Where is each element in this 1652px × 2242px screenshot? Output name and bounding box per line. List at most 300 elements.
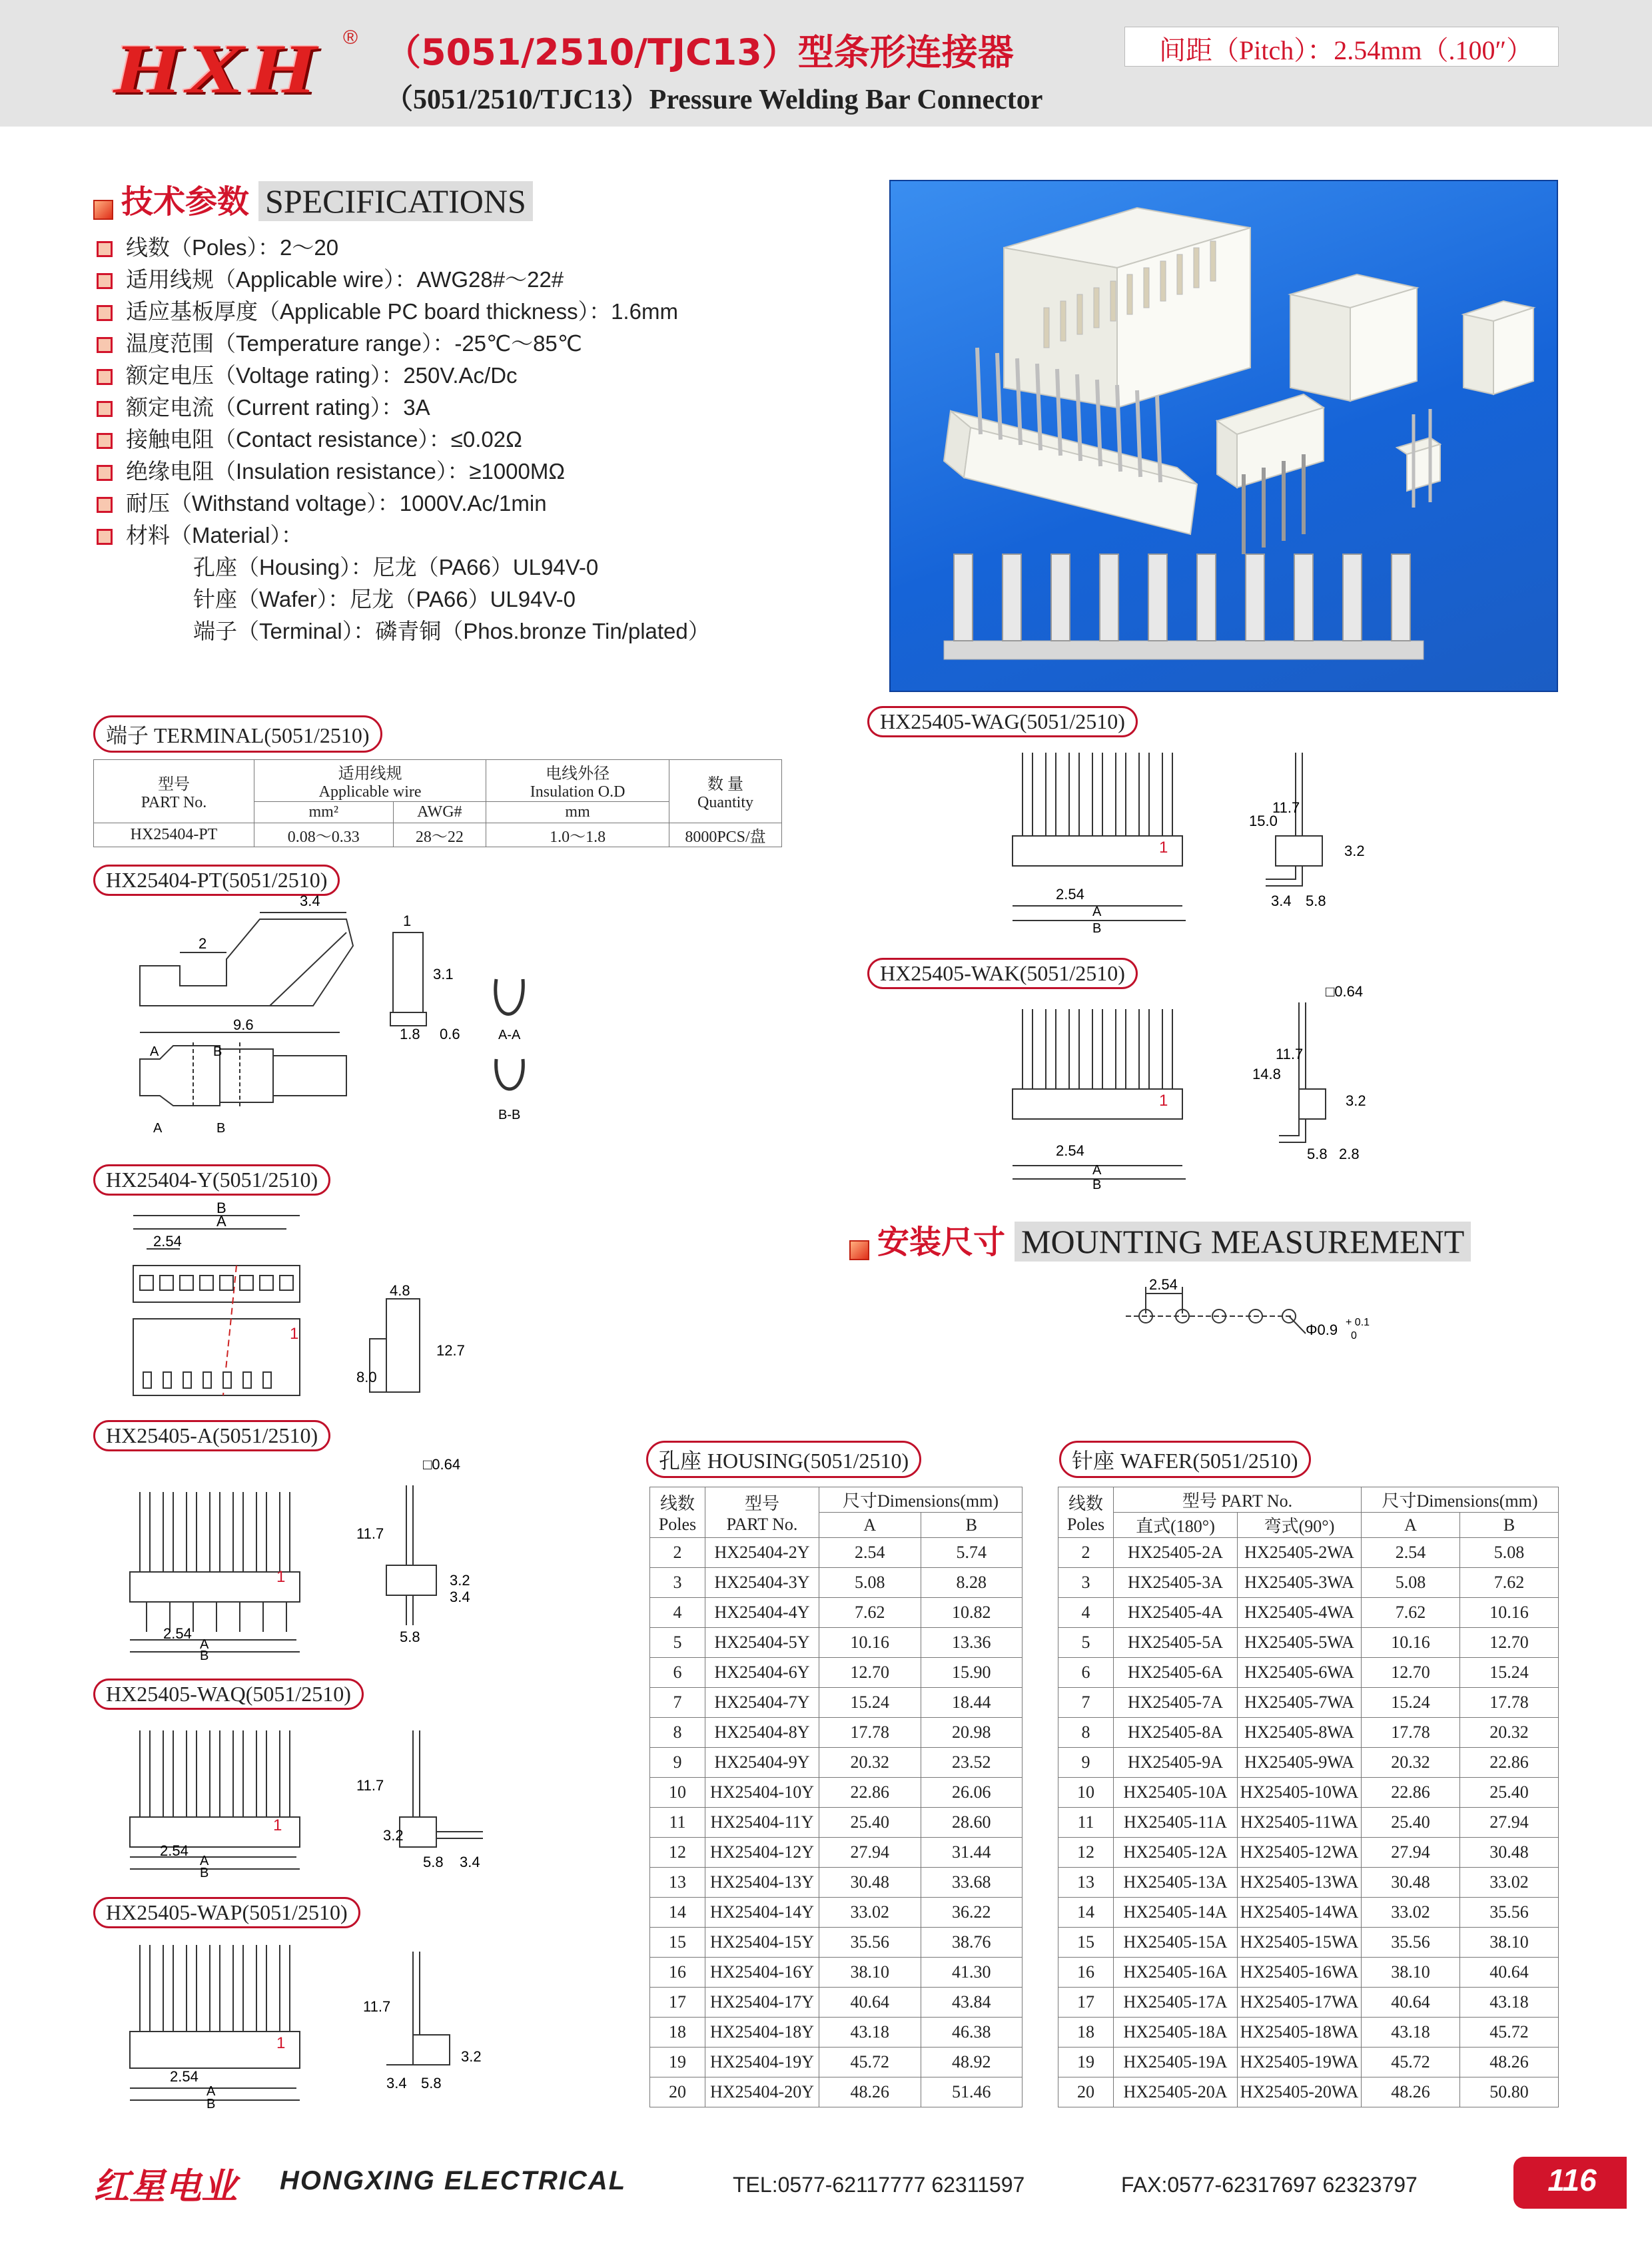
svg-text:□0.64: □0.64: [1326, 983, 1364, 1000]
table-cell: HX25405-17A: [1114, 1988, 1238, 2018]
svg-text:5.8: 5.8: [1306, 893, 1326, 909]
waq-label: HX25405-WAQ(5051/2510): [93, 1679, 364, 1710]
svg-text:1: 1: [1159, 839, 1168, 857]
svg-text:9.6: 9.6: [233, 1016, 254, 1033]
table-cell: 17.78: [819, 1718, 921, 1748]
telephone: TEL:0577-62117777 62311597: [733, 2173, 1025, 2197]
specifications-title-cn: 技术参数: [121, 183, 250, 220]
table-cell: 8: [650, 1718, 705, 1748]
product-photo: [889, 180, 1558, 692]
table-row: [650, 1718, 1023, 1748]
table-cell: HX25405-2WA: [1238, 1538, 1362, 1568]
svg-text:12.7: 12.7: [436, 1342, 465, 1359]
table-cell: 16: [1058, 1958, 1114, 1988]
bullet-icon: [97, 369, 113, 385]
table-cell: HX25404-16Y: [705, 1958, 819, 1988]
table-cell: 22.86: [819, 1778, 921, 1808]
table-cell: 19: [1058, 2048, 1114, 2077]
table-cell: HX25404-3Y: [705, 1568, 819, 1598]
y-label: HX25404-Y(5051/2510): [93, 1164, 330, 1196]
table-cell: 18.44: [921, 1688, 1023, 1718]
table-row: [1058, 1988, 1559, 2018]
table-cell: 5: [1058, 1628, 1114, 1658]
table-cell: HX25405-19WA: [1238, 2048, 1362, 2077]
table-cell: HX25404-15Y: [705, 1928, 819, 1958]
table-cell: 6: [650, 1658, 705, 1688]
table-row: [1058, 1718, 1559, 1748]
fax: FAX:0577-62317697 62323797: [1121, 2173, 1418, 2197]
table-cell: 30.48: [1460, 1838, 1559, 1868]
svg-text:2.8: 2.8: [1339, 1146, 1360, 1162]
table-cell: 51.46: [921, 2077, 1023, 2107]
connector-illustration: [891, 181, 1557, 691]
svg-text:1.8: 1.8: [400, 1026, 420, 1042]
terminal-label: 端子 TERMINAL(5051/2510): [93, 715, 382, 753]
specifications-heading: [93, 176, 533, 222]
table-cell: HX25405-15WA: [1238, 1928, 1362, 1958]
table-cell: HX25405-20A: [1114, 2077, 1238, 2107]
spec-item: 温度范围（Temperature range）：-25℃～85℃: [97, 326, 582, 358]
table-cell: 15.90: [921, 1658, 1023, 1688]
table-row: [650, 1928, 1023, 1958]
table-cell: 33.02: [819, 1898, 921, 1928]
svg-text:1: 1: [276, 2034, 286, 2052]
terminal-table: 型号 PART No. 适用线规 Applicable wire 电线外径 Insulation O.D 数 量 Quantity mm² AWG# mm HX25404-PT 0.08～0.33 28～22 1.0～1.8 8000PCS/盘: [93, 759, 782, 847]
svg-text:1: 1: [1159, 1092, 1168, 1110]
table-cell: HX25404-12Y: [705, 1838, 819, 1868]
table-cell: 48.26: [1460, 2048, 1559, 2077]
table-cell: HX25404-2Y: [705, 1538, 819, 1568]
table-cell: 5.08: [1362, 1568, 1460, 1598]
svg-text:B: B: [213, 1044, 222, 1059]
table-row: [1058, 1658, 1559, 1688]
table-cell: HX25405-14A: [1114, 1898, 1238, 1928]
spec-item: 线数（Poles）：2～20: [97, 230, 338, 262]
table-cell: 20: [650, 2077, 705, 2107]
wafer-label: 针座 WAFER(5051/2510): [1059, 1441, 1311, 1478]
table-cell: 16: [650, 1958, 705, 1988]
svg-text:3.2: 3.2: [450, 1572, 470, 1589]
svg-text:11.7: 11.7: [1272, 799, 1300, 816]
table-row: [1058, 1568, 1559, 1598]
table-cell: HX25405-14WA: [1238, 1898, 1362, 1928]
table-cell: HX25405-15A: [1114, 1928, 1238, 1958]
table-cell: 15: [650, 1928, 705, 1958]
material-wafer: 针座（Wafer）：尼龙（PA66）UL94V-0: [193, 587, 576, 611]
table-cell: 7.62: [1362, 1598, 1460, 1628]
table-cell: 18: [1058, 2018, 1114, 2048]
table-cell: HX25404-10Y: [705, 1778, 819, 1808]
spec-item: 适应基板厚度（Applicable PC board thickness）：1.6mm: [97, 294, 678, 326]
table-cell: 15.24: [1460, 1658, 1559, 1688]
bullet-icon: [97, 273, 113, 289]
a-drawing: [120, 1456, 480, 1663]
table-row: [650, 1688, 1023, 1718]
table-cell: 7.62: [819, 1598, 921, 1628]
table-cell: HX25404-8Y: [705, 1718, 819, 1748]
table-cell: 48.26: [819, 2077, 921, 2107]
table-cell: HX25404-19Y: [705, 2048, 819, 2077]
svg-text:11.7: 11.7: [356, 1525, 384, 1542]
table-cell: HX25404-4Y: [705, 1598, 819, 1628]
table-cell: 20.32: [1460, 1718, 1559, 1748]
table-cell: 13.36: [921, 1628, 1023, 1658]
table-cell: 12: [650, 1838, 705, 1868]
table-cell: HX25405-17WA: [1238, 1988, 1362, 2018]
table-cell: 33.68: [921, 1868, 1023, 1898]
table-cell: 5.74: [921, 1538, 1023, 1568]
svg-text:A: A: [150, 1044, 159, 1059]
svg-text:Φ0.9: Φ0.9: [1306, 1321, 1338, 1338]
table-cell: 12.70: [1460, 1628, 1559, 1658]
svg-text:5.8: 5.8: [423, 1854, 444, 1870]
pitch-value: 间距（Pitch）：2.54mm（.100″）: [1159, 35, 1533, 65]
svg-text:3.1: 3.1: [433, 966, 454, 982]
table-cell: 48.92: [921, 2048, 1023, 2077]
svg-text:B: B: [216, 1121, 226, 1136]
svg-text:B: B: [1092, 1178, 1102, 1192]
table-cell: 5: [650, 1628, 705, 1658]
table-row: [650, 1958, 1023, 1988]
svg-text:3.2: 3.2: [1344, 843, 1365, 859]
table-cell: 14: [650, 1898, 705, 1928]
table-row: [1058, 1958, 1559, 1988]
table-cell: 2: [1058, 1538, 1114, 1568]
svg-text:3.4: 3.4: [300, 893, 320, 909]
svg-text:5.8: 5.8: [1307, 1146, 1328, 1162]
wap-label: HX25405-WAP(5051/2510): [93, 1897, 360, 1928]
table-row: [650, 1808, 1023, 1838]
square-bullet-icon: [93, 200, 113, 220]
table-cell: 12.70: [819, 1658, 921, 1688]
a-label: HX25405-A(5051/2510): [93, 1420, 330, 1451]
table-row: [1058, 2048, 1559, 2077]
table-cell: 43.18: [819, 2018, 921, 2048]
table-cell: HX25405-3A: [1114, 1568, 1238, 1598]
table-cell: HX25404-18Y: [705, 2018, 819, 2048]
svg-text:14.8: 14.8: [1252, 1066, 1281, 1082]
table-cell: 35.56: [1460, 1898, 1559, 1928]
table-cell: 9: [650, 1748, 705, 1778]
table-cell: 45.72: [819, 2048, 921, 2077]
table-cell: 19: [650, 2048, 705, 2077]
svg-text:3.2: 3.2: [461, 2048, 482, 2065]
table-row: [1058, 1598, 1559, 1628]
wag-drawing: [999, 746, 1372, 946]
table-cell: 10.16: [819, 1628, 921, 1658]
table-cell: 15: [1058, 1928, 1114, 1958]
table-cell: 20.32: [819, 1748, 921, 1778]
svg-text:0: 0: [1351, 1330, 1357, 1341]
table-cell: 13: [1058, 1868, 1114, 1898]
svg-text:A: A: [200, 1854, 209, 1868]
svg-text:B: B: [200, 1866, 209, 1880]
table-cell: 2.54: [1362, 1538, 1460, 1568]
bullet-icon: [97, 529, 113, 545]
table-cell: 10.16: [1362, 1628, 1460, 1658]
svg-text:A: A: [216, 1213, 226, 1230]
table-cell: 23.52: [921, 1748, 1023, 1778]
svg-text:B: B: [206, 2097, 216, 2111]
table-row: [650, 1628, 1023, 1658]
table-cell: HX25405-9A: [1114, 1748, 1238, 1778]
table-row: [650, 2077, 1023, 2107]
table-cell: 40.64: [1460, 1958, 1559, 1988]
table-cell: 25.40: [1460, 1778, 1559, 1808]
table-cell: 35.56: [819, 1928, 921, 1958]
wak-drawing: [999, 979, 1372, 1199]
page-number: 116: [1547, 2163, 1597, 2197]
table-row: [1058, 1628, 1559, 1658]
table-cell: 2.54: [819, 1538, 921, 1568]
bullet-icon: [97, 241, 113, 257]
table-cell: HX25405-13A: [1114, 1868, 1238, 1898]
table-cell: 31.44: [921, 1838, 1023, 1868]
table-cell: 10.82: [921, 1598, 1023, 1628]
svg-text:A: A: [206, 2084, 216, 2099]
spec-item: 耐压（Withstand voltage）：1000V.Ac/1min: [97, 486, 547, 518]
table-cell: 20: [1058, 2077, 1114, 2107]
wap-drawing: [120, 1938, 480, 2118]
svg-text:5.8: 5.8: [421, 2075, 442, 2091]
svg-text:A-A: A-A: [498, 1028, 521, 1042]
table-cell: 30.48: [1362, 1868, 1460, 1898]
table-cell: 17: [650, 1988, 705, 2018]
table-cell: HX25405-5A: [1114, 1628, 1238, 1658]
table-cell: 4: [1058, 1598, 1114, 1628]
table-cell: 33.02: [1362, 1898, 1460, 1928]
table-row: [1058, 1928, 1559, 1958]
table-cell: HX25405-13WA: [1238, 1868, 1362, 1898]
table-cell: 15.24: [1362, 1688, 1460, 1718]
svg-text:11.7: 11.7: [1276, 1046, 1304, 1062]
square-bullet-icon: [849, 1240, 869, 1260]
mounting-heading: [849, 1216, 1471, 1262]
wafer-table: 线数 Poles 型号 PART No. 尺寸Dimensions(mm) 直式(180°) 弯式(90°) A B 2 HX25405-2A HX25405-2WA 2.54 5.08 3 HX25405-3A HX25405-3WA 5.08 7.62 4 HX25405-4A HX25405-4WA 7.62 10.16 5 HX25405-5A HX25405-5WA 10.16 12.70 6 HX25405-6A HX25405-6WA 12.70 15.24 7 HX25405-7A HX25405-7WA 15.24 17.78 8 HX25405-8A HX25405-8WA 17.78 20.32 9 HX25405-9A HX25405-9WA 20.32 22.86 10 HX25405-10A HX25405-10WA 22.86 25.40 11 HX25405-11A HX25405-11WA 25.40 27.94 12 HX25405-12A HX25405-12WA 27.94 30.48 13 HX25405-13A HX25405-13WA 30.48 33.02 14 HX25405-14A HX25405-14WA 33.02 35.56 15 HX25405-15A HX25405-15WA 35.56 38.10 16 HX25405-16A HX25405-16WA 38.10 40.64 17 HX25405-17A HX25405-17WA 40.64 43.18 18 HX25405-18A HX25405-18WA 43.18 45.72 19 HX25405-19A HX25405-19WA 45.72 48.26 20 HX25405-20A HX25405-20WA 48.26 50.80: [1058, 1487, 1559, 2107]
table-cell: 45.72: [1460, 2018, 1559, 2048]
bullet-icon: [97, 465, 113, 481]
table-cell: 43.18: [1362, 2018, 1460, 2048]
spec-item: 材料（Material）：: [97, 518, 303, 550]
table-cell: HX25405-6A: [1114, 1658, 1238, 1688]
svg-text:3.2: 3.2: [1346, 1092, 1366, 1109]
table-row: [650, 1838, 1023, 1868]
table-cell: 17: [1058, 1988, 1114, 2018]
svg-text:B: B: [200, 1649, 209, 1663]
wag-label: HX25405-WAG(5051/2510): [867, 706, 1138, 737]
spec-item: 绝缘电阻（Insulation resistance）：≥1000MΩ: [97, 454, 565, 486]
table-row: [650, 1748, 1023, 1778]
table-row: [1058, 1898, 1559, 1928]
table-cell: 45.72: [1362, 2048, 1460, 2077]
table-cell: 33.02: [1460, 1868, 1559, 1898]
table-cell: 38.10: [1362, 1958, 1460, 1988]
company-name-en: HONGXING ELECTRICAL: [280, 2166, 627, 2195]
table-row: [1058, 2077, 1559, 2107]
svg-text:A: A: [200, 1637, 209, 1652]
table-cell: 40.64: [1362, 1988, 1460, 2018]
material-housing: 孔座（Housing）：尼龙（PA66）UL94V-0: [193, 555, 599, 579]
table-cell: 26.06: [921, 1778, 1023, 1808]
waq-drawing: [120, 1717, 493, 1890]
svg-text:2.54: 2.54: [163, 1625, 192, 1642]
table-cell: HX25404-13Y: [705, 1868, 819, 1898]
table-cell: 22.86: [1460, 1748, 1559, 1778]
svg-text:□0.64: □0.64: [423, 1456, 461, 1473]
table-cell: 11: [1058, 1808, 1114, 1838]
table-cell: 10: [650, 1778, 705, 1808]
table-row: [1058, 1838, 1559, 1868]
svg-text:4.8: 4.8: [390, 1282, 410, 1299]
table-cell: 43.18: [1460, 1988, 1559, 2018]
table-cell: 17.78: [1362, 1718, 1460, 1748]
table-cell: HX25405-12WA: [1238, 1838, 1362, 1868]
table-cell: HX25405-4WA: [1238, 1598, 1362, 1628]
table-cell: 8: [1058, 1718, 1114, 1748]
table-cell: HX25405-2A: [1114, 1538, 1238, 1568]
table-cell: 7: [1058, 1688, 1114, 1718]
svg-text:1: 1: [290, 1325, 299, 1343]
table-cell: HX25405-18A: [1114, 2018, 1238, 2048]
svg-text:11.7: 11.7: [356, 1777, 384, 1794]
svg-text:A: A: [1092, 1163, 1102, 1178]
table-row: [1058, 1748, 1559, 1778]
table-cell: HX25405-11WA: [1238, 1808, 1362, 1838]
table-cell: 30.48: [819, 1868, 921, 1898]
svg-text:2.54: 2.54: [153, 1233, 182, 1250]
table-row: [1058, 1868, 1559, 1898]
pt-label: HX25404-PT(5051/2510): [93, 865, 340, 896]
table-cell: 36.22: [921, 1898, 1023, 1928]
table-cell: HX25405-7A: [1114, 1688, 1238, 1718]
table-cell: 10: [1058, 1778, 1114, 1808]
table-cell: HX25404-14Y: [705, 1898, 819, 1928]
table-cell: 4: [650, 1598, 705, 1628]
table-cell: 14: [1058, 1898, 1114, 1928]
svg-text:3.4: 3.4: [1271, 893, 1292, 909]
svg-text:A: A: [1092, 905, 1102, 919]
table-cell: 38.10: [1460, 1928, 1559, 1958]
svg-text:2.54: 2.54: [1149, 1276, 1178, 1293]
svg-text:11.7: 11.7: [363, 1998, 391, 2015]
spec-item: 额定电压（Voltage rating）：250V.Ac/Dc: [97, 358, 518, 390]
table-cell: 50.80: [1460, 2077, 1559, 2107]
svg-text:3.4: 3.4: [386, 2075, 407, 2091]
bullet-icon: [97, 497, 113, 513]
table-cell: 28.60: [921, 1808, 1023, 1838]
table-cell: HX25405-19A: [1114, 2048, 1238, 2077]
svg-text:5.8: 5.8: [400, 1629, 420, 1645]
company-name-cn: 红星电业: [93, 2165, 237, 2207]
svg-text:2.54: 2.54: [1056, 1142, 1084, 1159]
table-cell: 43.84: [921, 1988, 1023, 2018]
spec-item: 额定电流（Current rating）：3A: [97, 390, 430, 422]
table-cell: HX25405-11A: [1114, 1808, 1238, 1838]
svg-text:0.6: 0.6: [440, 1026, 460, 1042]
table-row: [1058, 1808, 1559, 1838]
table-cell: 46.38: [921, 2018, 1023, 2048]
table-cell: 13: [650, 1868, 705, 1898]
table-cell: HX25404-7Y: [705, 1688, 819, 1718]
svg-text:3.2: 3.2: [383, 1827, 404, 1844]
table-cell: 25.40: [1362, 1808, 1460, 1838]
table-cell: HX25405-12A: [1114, 1838, 1238, 1868]
housing-label: 孔座 HOUSING(5051/2510): [646, 1441, 921, 1478]
table-cell: 35.56: [1362, 1928, 1460, 1958]
table-cell: HX25404-17Y: [705, 1988, 819, 2018]
svg-text:2.54: 2.54: [1056, 886, 1084, 903]
registered-mark: ®: [343, 27, 358, 49]
table-row: [650, 1988, 1023, 2018]
table-row: [1058, 2018, 1559, 2048]
table-row: [650, 1538, 1023, 1568]
svg-text:2: 2: [199, 935, 207, 952]
bullet-icon: [97, 401, 113, 417]
svg-text:B: B: [216, 1200, 226, 1216]
page-title-en: （5051/2510/TJC13）Pressure Welding Bar Connector: [385, 85, 1043, 115]
svg-text:15.0: 15.0: [1249, 813, 1278, 829]
table-cell: 22.86: [1362, 1778, 1460, 1808]
table-row: [650, 1778, 1023, 1808]
table-cell: HX25405-7WA: [1238, 1688, 1362, 1718]
table-cell: 5.08: [1460, 1538, 1559, 1568]
bullet-icon: [97, 305, 113, 321]
svg-text:+ 0.1: + 0.1: [1346, 1317, 1370, 1328]
table-cell: 38.76: [921, 1928, 1023, 1958]
material-terminal: 端子（Terminal）：磷青铜（Phos.bronze Tin/plated）: [193, 619, 710, 643]
svg-text:1: 1: [273, 1816, 282, 1834]
mounting-drawing: [1126, 1274, 1392, 1347]
svg-text:A: A: [153, 1121, 163, 1136]
table-cell: 41.30: [921, 1958, 1023, 1988]
table-cell: HX25404-11Y: [705, 1808, 819, 1838]
table-cell: 12.70: [1362, 1658, 1460, 1688]
table-cell: 25.40: [819, 1808, 921, 1838]
table-cell: HX25404-6Y: [705, 1658, 819, 1688]
housing-table: 线数 Poles 型号 PART No. 尺寸Dimensions(mm) A B 2 HX25404-2Y 2.54 5.74 3 HX25404-3Y 5.08 8.28 4 HX25404-4Y 7.62 10.82 5 HX25404-5Y 10.16 13.36 6 HX25404-6Y 12.70 15.90 7 HX25404-7Y 15.24 18.44 8 HX25404-8Y 17.78 20.98 9 HX25404-9Y 20.32 23.52 10 HX25404-10Y 22.86 26.06 11 HX25404-11Y 25.40 28.60 12 HX25404-12Y 27.94 31.44 13 HX25404-13Y 30.48 33.68 14 HX25404-14Y 33.02 36.22 15 HX25404-15Y 35.56 38.76 16 HX25404-16Y 38.10 41.30 17 HX25404-17Y 40.64 43.84 18 HX25404-18Y 43.18 46.38 19 HX25404-19Y 45.72 48.92 20 HX25404-20Y 48.26 51.46: [649, 1487, 1023, 2107]
svg-text:3.4: 3.4: [460, 1854, 480, 1870]
table-cell: HX25405-20WA: [1238, 2077, 1362, 2107]
table-cell: HX25405-18WA: [1238, 2018, 1362, 2048]
svg-text:2.54: 2.54: [170, 2068, 199, 2085]
svg-text:B-B: B-B: [498, 1108, 521, 1122]
table-row: [650, 1898, 1023, 1928]
table-cell: HX25404-20Y: [705, 2077, 819, 2107]
svg-text:1: 1: [403, 913, 412, 929]
table-row: [650, 1658, 1023, 1688]
table-cell: HX25405-6WA: [1238, 1658, 1362, 1688]
table-cell: HX25405-10A: [1114, 1778, 1238, 1808]
table-cell: 20.98: [921, 1718, 1023, 1748]
table-cell: 12: [1058, 1838, 1114, 1868]
table-cell: 7.62: [1460, 1568, 1559, 1598]
table-cell: HX25405-8A: [1114, 1718, 1238, 1748]
table-cell: HX25405-9WA: [1238, 1748, 1362, 1778]
table-cell: HX25404-5Y: [705, 1628, 819, 1658]
svg-text:3.4: 3.4: [450, 1589, 470, 1605]
wak-label: HX25405-WAK(5051/2510): [867, 958, 1138, 989]
table-cell: 7: [650, 1688, 705, 1718]
table-cell: 5.08: [819, 1568, 921, 1598]
mounting-title-en: MOUNTING MEASUREMENT: [1015, 1222, 1471, 1262]
table-cell: HX25405-8WA: [1238, 1718, 1362, 1748]
spec-item: 接触电阻（Contact resistance）：≤0.02Ω: [97, 422, 522, 454]
table-cell: HX25405-16A: [1114, 1958, 1238, 1988]
svg-text:8.0: 8.0: [356, 1369, 377, 1385]
y-drawing: [123, 1202, 470, 1409]
table-cell: HX25405-5WA: [1238, 1628, 1362, 1658]
table-row: [650, 1868, 1023, 1898]
